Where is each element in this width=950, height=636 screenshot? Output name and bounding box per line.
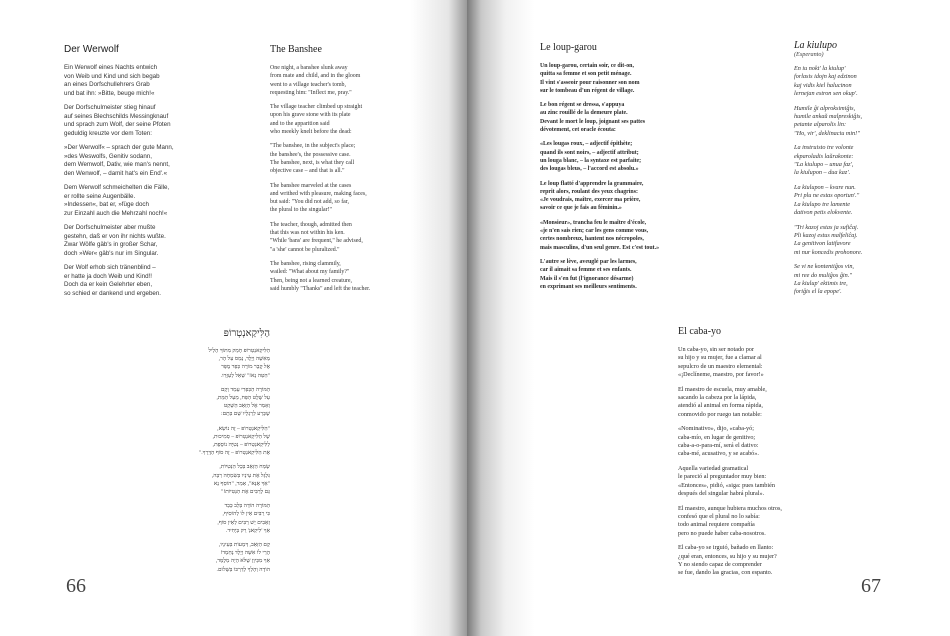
poem-line: »Der Werwolf« – sprach der gute Mann, — [64, 144, 174, 151]
poem-line: confesó que el plural no lo sabía: — [678, 512, 760, 520]
poem-line: וְאָמַר אֶל הַזְּאֵב הַשָּׁקֵט — [223, 403, 270, 410]
poem-title: El caba-yo — [678, 326, 722, 337]
poem-line: pero no puede haber caba-nosotros. — [678, 529, 766, 537]
poem-line: La kiulupon – kvare nun. — [794, 183, 856, 191]
stanza — [678, 465, 858, 499]
poem-line: Ein Werwolf eines Nachts entwich — [64, 64, 158, 71]
stanza — [678, 505, 858, 539]
stanza — [678, 544, 858, 578]
poem-line: quitta sa femme et son petit ménage. — [540, 71, 632, 78]
stanza — [270, 221, 455, 254]
stanza — [678, 346, 858, 380]
poem-line: «Les lougas roux, – adjectif épithète; — [540, 141, 633, 148]
poem-line: requesting him: "Inflect me, pray." — [270, 89, 352, 96]
poem-line: El caba-yo se irguió, bañado en llanto: — [678, 544, 774, 552]
poem-line: הַלִּיקַאנְטְרוֹפּ חָמַק מִתּוֹךְ הָלֵיל — [208, 348, 270, 354]
poem-line: went to a village teacher's tomb, — [270, 81, 346, 88]
poem-line: from mate and child, and in the gloom — [270, 73, 361, 80]
poem-line: said humbly "Thanks" and left the teacher. — [270, 285, 371, 292]
poem-line: La kiulupo tre lamente — [794, 200, 850, 208]
poem-line: that this was not within his ken. — [270, 230, 345, 237]
poem-title: הַלִּיקַאנְטְרוֹפּ — [223, 328, 270, 339]
poem-line: The village teacher climbed up straight — [270, 104, 363, 111]
stanza-list — [270, 64, 455, 293]
poem-line: The banshee marveled at the cases — [270, 182, 352, 189]
poem-line: en exprimant ses meilleurs sentiments. — [540, 283, 637, 290]
poem-line: "The banshee, in the subject's place; — [270, 143, 356, 150]
stanza — [540, 101, 740, 134]
poem-line: an eines Dorfschullehrers Grab — [64, 81, 150, 88]
poem-line: objective case – and that is all." — [270, 168, 345, 175]
poem-line: au zinc rouillé de la demeure plate. — [540, 110, 628, 117]
poem-line: ¿qué eran, entonces, su hijo y su mujer? — [678, 552, 777, 560]
poem-line: L'autre se lève, aveuglé par les larmes, — [540, 258, 637, 265]
poem-line: "הַלִּיקַאנְטְרוֹפּ – זֶה נוֹשֵׂא, — [217, 425, 270, 432]
stanza — [270, 103, 455, 136]
poem-line: lernejan estron sen okup'. — [794, 90, 858, 98]
poem-line: mi ree do muliĝos ĝin." — [794, 271, 852, 279]
poem-line: la kiulupon – dua kaz'. — [794, 169, 851, 177]
poem-line: La kiulup' ektimis tre, — [794, 279, 848, 287]
poem-line: One night, a banshee slunk away — [270, 65, 348, 71]
poem-line: quand ils sont noirs, – adjectif attribut; — [540, 149, 639, 156]
poem-line: הַמּוֹרֶה הוֹדָה בְּלֵב כָּבֵד — [224, 503, 270, 510]
poem-line: Pli kazoj estus malfeliĉaj. — [794, 231, 858, 239]
poem-esperanto — [794, 40, 944, 303]
stanza-list — [64, 64, 254, 298]
poem-line: "a 'she' cannot be pluralized." — [270, 246, 340, 253]
poem-line: mi nur koncedis prohonore. — [794, 248, 863, 256]
poem-line: En iu nokt' la kiulup' — [794, 65, 846, 72]
stanza — [64, 224, 254, 258]
poem-line: La genitivon latifavore — [794, 240, 851, 248]
poem-line: er hatte ja doch Weib und Kind!! — [64, 272, 152, 280]
poem-line: Dem Werwolf schmeichelten die Fälle, — [64, 184, 170, 191]
stanza — [540, 62, 740, 95]
stanza — [80, 502, 270, 535]
poem-line: Aquella variedad gramatical — [678, 464, 749, 472]
poem-line: von Weib und Kind und sich begab — [64, 72, 160, 80]
poem-line: wailed: "What about my family?" — [270, 269, 350, 276]
poem-line: הַמּוֹרֶה הַכַּפְרִי עָמַד וְקָם — [220, 386, 270, 393]
poem-line: who meekly knelt before the dead: — [270, 129, 352, 136]
poem-line: upon his grave stone with its plate — [270, 112, 351, 119]
poem-line: Le loup flatté d'apprendre la grammaire, — [540, 180, 644, 187]
stanza — [794, 105, 944, 139]
poem-french — [540, 42, 740, 297]
poem-line: Un loup-garou, certain soir, ce dit-on, — [540, 63, 634, 69]
poem-line: אַךְ מִכֵּיוָן שֶׁלֹּא הָיָה מְלֻמָּד, — [215, 558, 270, 565]
stanza — [64, 264, 254, 298]
poem-hebrew — [80, 328, 270, 580]
poem-line: und sprach zum Wolf, der seine Pfoten — [64, 121, 171, 128]
poem-line: Devant le mort le loup, joignant ses pattes — [540, 118, 646, 125]
poem-line: עַל שֶׁלֶט הַפַּח, מֵעַל הַמֵּת, — [216, 395, 270, 402]
poem-line: אֶת הַלִּיקַאנְטְרוֹפּ – זֶה סוֹף הַדֶּרֶךְ." — [198, 450, 270, 457]
stanza-list — [678, 346, 858, 578]
poem-title: Le loup-garou — [540, 42, 597, 53]
poem-line: dem Wemwolf, Dativ, wie man's nennt, — [64, 161, 170, 168]
stanza — [540, 140, 740, 173]
poem-line: savoir ce que je fais au féminin.» — [540, 205, 622, 212]
poem-line: Then, being not a learned creature, — [270, 277, 352, 284]
poem-line: The banshee, rising clammily, — [270, 260, 341, 267]
stanza — [64, 104, 254, 138]
poem-line: und bat ihn: »Bitte, beuge mich!« — [64, 89, 155, 97]
stanza — [794, 65, 944, 99]
poem-line: dativon petis elokvente. — [794, 209, 853, 217]
poem-line: כִּי רַבִּים אֵין לוֹ לְהוֹסִיף, — [222, 511, 270, 518]
poem-line: ekparoladis laŭrakonte: — [794, 152, 854, 160]
poem-line: sepulcro de un maestro elemental: — [678, 362, 763, 370]
poem-line: Mais il s'en fut (l'ignorance désarme) — [540, 275, 634, 282]
poem-line: kaj vidis kiel halucinon — [794, 81, 852, 89]
poem-line: Der Dorfschulmeister aber mußte — [64, 224, 156, 231]
left-page — [0, 0, 467, 636]
poem-line: auf seines Blechschilds Messingknauf — [64, 112, 169, 120]
poem-line: "Ho, vir', deklinaciu min!" — [794, 129, 860, 137]
poem-title: La kiulupo — [794, 40, 838, 51]
poem-line: The banshee, next, is what they call — [270, 159, 355, 166]
poem-line: הֲרֵי לוֹ אִשָּׁה וְיֶלֶד נֶחְמָד! — [220, 550, 270, 557]
poem-line: den Wenwolf, – damit hat's ein End'.« — [64, 169, 168, 177]
poem-line: גַּם לָרַבִּים אֶת הַנְּטִיּוֹת!" — [221, 489, 270, 496]
poem-line: "While 'bans' are frequent," he advised, — [270, 238, 363, 245]
poem-line: »des Weswolfs, Genitiv sodann, — [64, 152, 152, 160]
poem-line: después del singular habrá plural». — [678, 490, 765, 498]
poem-line: doch »Wer« gäb's nur im Singular. — [64, 249, 159, 257]
poem-line: and writhed with pleasure, making faces, — [270, 190, 367, 197]
stanza — [540, 258, 740, 291]
stanza — [540, 219, 740, 252]
poem-line: gestehn, daß er von ihr nichts wußte. — [64, 232, 166, 240]
poem-line: Zwar Wölfe gäb's in großer Schar, — [64, 241, 158, 248]
poem-line: שֶׁל הַלִּיקַאנְטְרוֹפּ – סְמִיכוּת, — [212, 433, 270, 440]
poem-line: conmovido por ruego tan notable: — [678, 410, 762, 418]
stanza-list — [80, 347, 270, 574]
poem-line: certes nombreux, hantent nos nécropoles, — [540, 236, 644, 243]
stanza — [270, 182, 455, 215]
poem-line: zur Einzahl auch die Mehrzahl noch!« — [64, 209, 168, 217]
poem-line: לַלִּיקַאנְטְרוֹפּ – נְטִיָּה נוֹסֶפֶת, — [212, 442, 270, 449]
poem-line: Il vint s'asseoir pour raisonner son nom — [540, 79, 640, 86]
stanza-list — [794, 65, 944, 297]
poem-line: שֶׁכָּרַע לְרַגְלָיו שָׁם בְּתָם: — [221, 411, 270, 418]
right-page — [467, 0, 950, 636]
poem-line: שָׂמַח הַזְּאֵב בְּכָל הַנְּטִיּוֹת, — [219, 464, 270, 471]
poem-line: petante alparolis lin: — [794, 121, 847, 129]
poem-line: se fue, dando las gracias, con espanto. — [678, 569, 773, 577]
poem-line: זְאֵבִים יֵשׁ רַבִּים לְאֵין סוֹף, — [217, 519, 270, 526]
stanza — [678, 386, 858, 420]
stanza — [270, 260, 455, 293]
poem-line: Se vi ne kontentiĝos vin, — [794, 263, 854, 271]
poem-line: un louga blanc, – la syntaxe est parfaite; — [540, 157, 642, 164]
poem-line: atendió al animal en forma rápida, — [678, 402, 763, 410]
stanza — [540, 180, 740, 213]
stanza — [794, 263, 944, 297]
poem-subtitle: (Esperanto) — [794, 51, 824, 58]
stanza — [270, 142, 455, 175]
poem-line: Y no siendo capaz de comprender — [678, 560, 762, 568]
stanza — [64, 184, 254, 218]
poem-line: "Tri kazoj estas ja sufiĉaj. — [794, 223, 859, 231]
poem-line: El maestro de escuela, muy amable, — [678, 385, 767, 393]
poem-line: caba-a-o-para-mí, será el dativo: — [678, 442, 759, 450]
poem-line: car il aimait sa femme et ses enfants. — [540, 267, 632, 274]
poem-line: sur le tombeau d'un régent de village. — [540, 87, 635, 94]
poem-line: but said: "You did not add, so far, — [270, 199, 349, 206]
poem-title: The Banshee — [270, 44, 322, 55]
poem-line: Der Dorfschulmeister stieg hinauf — [64, 104, 156, 111]
stanza — [678, 425, 858, 459]
right-page-number: 67 — [861, 575, 881, 597]
poem-english — [270, 44, 455, 299]
stanza — [64, 64, 254, 98]
poem-title: Der Werwolf — [64, 44, 119, 55]
stanza — [80, 425, 270, 458]
poem-line: reprit alors, roulant des yeux chagrins: — [540, 188, 638, 195]
poem-line: geduldig kreuzte vor dem Toten: — [64, 129, 152, 137]
poem-line: the plural to the singular!" — [270, 207, 332, 214]
stanza — [80, 347, 270, 380]
poem-line: er rollte seine Augenbälle. — [64, 192, 136, 200]
poem-line: »Indessen«, bat er, »füge doch — [64, 201, 149, 208]
stanza — [794, 144, 944, 178]
stanza — [64, 144, 254, 178]
poem-german — [64, 44, 254, 304]
poem-line: «¡Declíneme, maestro, por favor!» — [678, 371, 764, 379]
stanza — [80, 386, 270, 419]
poem-line: גִּלְגֵּל אֶת עֵינָיו בְּשִׂמְחָה רַבָּה, — [211, 472, 270, 479]
poem-line: caba-mé, acusativo, y se acabó». — [678, 450, 759, 458]
poem-line: הוֹדָה וְהָלַךְ לְדַרְכּוֹ בְּשָׁלוֹם. — [216, 566, 270, 573]
poem-line: "La kiulupo – unua faz', — [794, 161, 854, 169]
poem-line: Le bon régent se dressa, s'appuya — [540, 102, 625, 109]
poem-line: Un caba-yo, sin ser notado por — [678, 346, 754, 353]
poem-line: Der Wolf erhob sich tränenblind – — [64, 264, 156, 271]
poem-line: and to the apparition said — [270, 120, 330, 127]
poem-line: "אַךְ אָנָּא", אָמַר, "הוֹסֵף נָא — [213, 480, 270, 487]
poem-line: «je n'en sais rien; car les gens comme vous, — [540, 228, 649, 235]
poem-line: La instruisto tre volonte — [794, 144, 854, 152]
poem-line: אֶל קֶבֶר מוֹרֶה כְּפָר מֻפָּר — [221, 364, 270, 371]
stanza — [80, 463, 270, 496]
poem-line: קָם הַזְּאֵב, דְּמָעוֹת בְּעֵינָיו, — [218, 542, 270, 549]
poem-line: "הַטֵּה נָא!" שָׁאַל לְעַזָּרֵו. — [220, 372, 270, 379]
poem-line: מֵאִשָּׁה וְיֶלֶד, נָמַס עַל הָר, — [218, 356, 270, 363]
poem-spanish — [678, 326, 858, 584]
poem-line: «Entonces», pidió, «siga: pues también — [678, 481, 775, 489]
poem-line: אַךְ 'לִיקַאנְ' רַק בְּיָחִיד. — [225, 527, 270, 534]
poem-line: todo animal requiere compañía — [678, 521, 755, 529]
poem-line: Humile ĝi alproksimiĝis, — [794, 104, 856, 112]
poem-line: «Nominativo», dijo, «caba-yó; — [678, 425, 754, 433]
poem-line: Pri plu ne estas oportun'." — [794, 192, 860, 200]
stanza — [80, 541, 270, 574]
poem-line: «Je voudrais, maître, exercer ma prière, — [540, 197, 641, 204]
poem-line: humile ankaŭ malpreskiĝis, — [794, 113, 862, 121]
poem-line: Doch da er kein Gelehrter eben, — [64, 281, 153, 288]
poem-line: des lougas bleus, – l'accord est absolu.» — [540, 166, 639, 173]
poem-line: caba-mío, en lugar de genitivo; — [678, 433, 756, 441]
stanza — [270, 64, 455, 97]
poem-line: su hijo y su mujer, fue a clamar al — [678, 354, 762, 362]
poem-line: sacando la cabeza por la lápida, — [678, 394, 757, 402]
stanza-list — [540, 62, 740, 291]
stanza — [794, 224, 944, 258]
stanza — [794, 184, 944, 218]
poem-line: The teacher, though, admitted then — [270, 221, 352, 228]
poem-line: mais masculins, d'un seul genre. Est c'est tout.» — [540, 244, 660, 251]
poem-line: foriĝis el la epope'. — [794, 288, 842, 296]
poem-line: El maestro, aunque hubiera muchos otros, — [678, 504, 782, 512]
poem-line: so schied er dankend und ergeben. — [64, 289, 162, 297]
poem-line: le pareció al preguntador muy bien: — [678, 473, 767, 481]
left-page-number: 66 — [66, 575, 86, 597]
poem-line: the banshee's, the possessive case. — [270, 151, 351, 158]
poem-line: «Monsieur», trancha feu le maître d'école, — [540, 219, 647, 226]
poem-line: dévotement, cet oracle écouta: — [540, 127, 616, 134]
poem-line: forlasis idojn kaj edzinon — [794, 73, 857, 81]
